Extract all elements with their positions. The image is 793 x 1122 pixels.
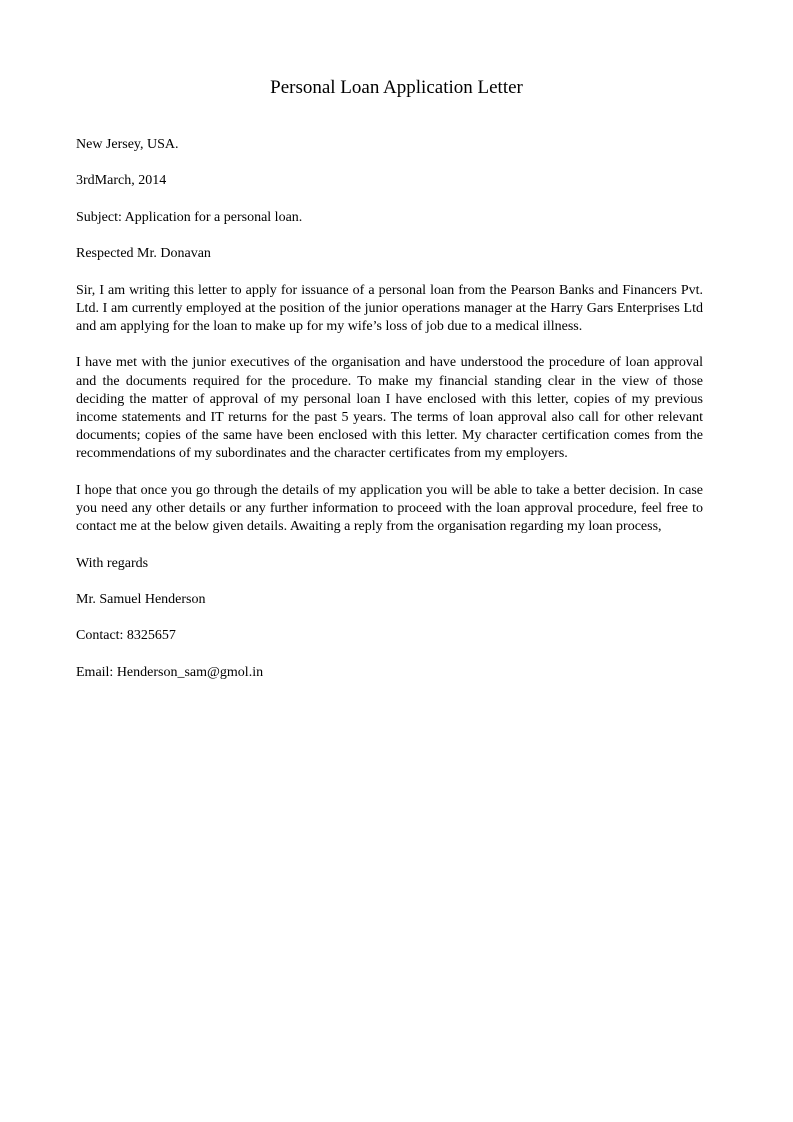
email-line: Email: Henderson_sam@gmol.in (76, 664, 264, 680)
document-title: Personal Loan Application Letter (270, 77, 523, 98)
paragraph-closing-request: I hope that once you go through the details of my application you will be able to take a better decision. In case you need any other details or any further information to proceed with the loan approval procedure, feel free to contact me at the below given details. Awaiting a reply from the organisation regarding my loan process, (76, 482, 703, 535)
salutation-line: Respected Mr. Donavan (76, 246, 211, 262)
letter-body (76, 136, 703, 700)
paragraph-documents: I have met with the junior executives of the organisation and have understood the procedure of loan approval and the documents required for the procedure. To make my financial standing clear in the view of those deciding the matter of approval of my personal loan I have enclosed with this letter, copies of my previous income statements and IT returns for the past 5 years. The terms of loan approval also call for other relevant documents; copies of the same have been enclosed with this letter. My character certification comes from the recommendations of my subordinates and the character certificates from my employers. (76, 355, 703, 462)
contact-line: Contact: 8325657 (76, 628, 176, 644)
signature-name: Mr. Samuel Henderson (76, 591, 206, 607)
location-line: New Jersey, USA. (76, 137, 179, 152)
subject-line: Subject: Application for a personal loan. (76, 209, 303, 225)
closing-line: With regards (76, 555, 149, 571)
paragraph-intro: Sir, I am writing this letter to apply for issuance of a personal loan from the Pearson Banks and Financers Pvt. Ltd. I am currently employed at the position of the junior operations manager at the Harry Gars Enterprises Ltd and am applying for the loan to make up for my wife’s loss of job due to a medical illness. (76, 282, 703, 334)
date-line: 3rdMarch, 2014 (76, 173, 167, 189)
